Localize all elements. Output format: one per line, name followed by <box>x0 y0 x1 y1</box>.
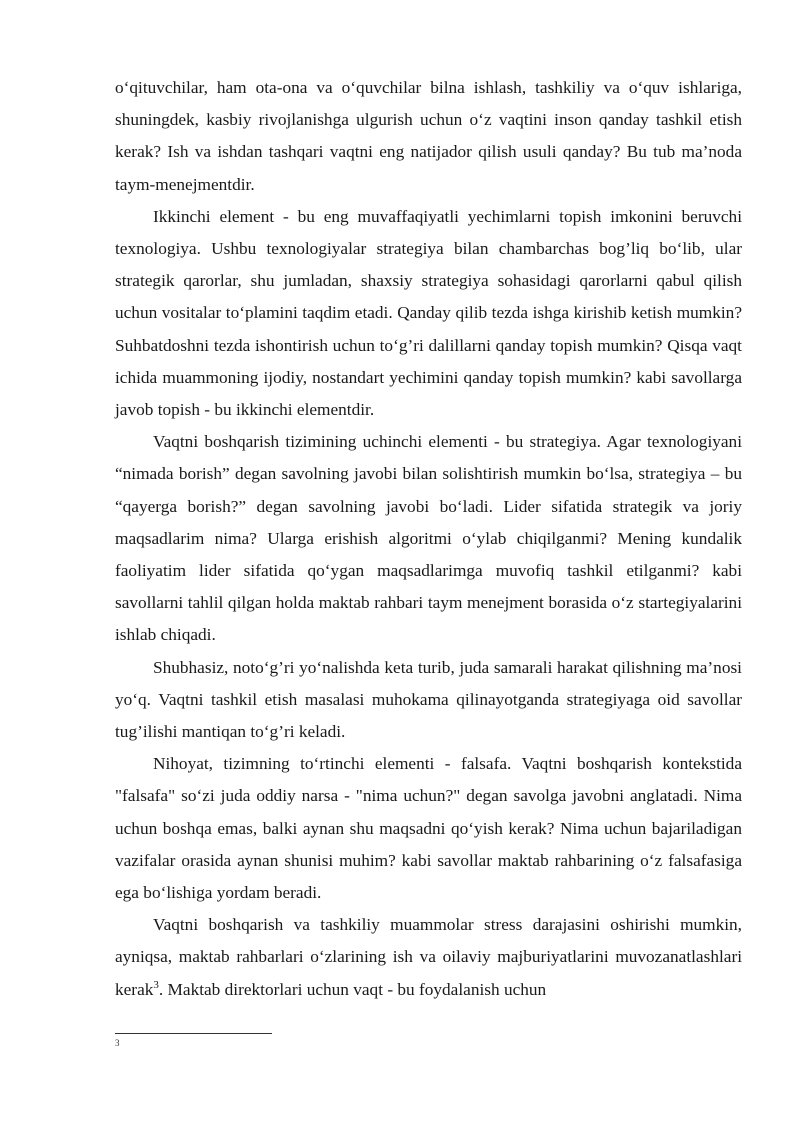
footnote-separator <box>115 1033 272 1034</box>
footnote-reference[interactable]: 3 <box>153 978 159 991</box>
paragraph-1: o‘qituvchilar, ham ota-ona va o‘quvchilar bilna ishlash, tashkiliy va o‘quv ishlariga, shuningdek, kasbiy rivojlanishga ulgurish uchun o‘z vaqtini inson qanday tashkil etish kerak? Ish va ishdan tashqari vaqtni eng natijador qilish usuli qanday? Bu tub ma’noda taym-menejmentdir. <box>115 78 742 194</box>
paragraph-6 <box>115 909 742 1006</box>
paragraph-4: Shubhasiz, noto‘g’ri yo‘nalishda keta turib, juda samarali harakat qilishning ma’nosi yo‘q. Vaqtni tashkil etish masalasi muhokama qilinayotganda strategiyaga oid savollar tug’ilishi mantiqan to‘g’ri keladi. <box>115 657 742 742</box>
paragraph-6-text-after: . Maktab direktorlari uchun vaqt - bu foydalanish uchun <box>158 979 547 999</box>
paragraph-2: Ikkinchi element - bu eng muvaffaqiyatli yechimlarni topish imkonini beruvchi texnologiya. Ushbu texnologiyalar strategiya bilan chambarchas bog’liq bo‘lib, ular strategik qarorlar, shu jumladan, shaxsiy strategiya sohasidagi qarorlarni qabul qilish uchun vositalar to‘plamini taqdim etadi. Qanday qilib tezda ishga kirishib ketish mumkin? Suhbatdoshni tezda ishontirish uchun to‘g’ri dalillarni qanday topish mumkin? Qisqa vaqt ichida muammoning ijodiy, nostandart yechimini qanday topish mumkin? kabi savollarga javob topish - bu ikkinchi elementdir. <box>115 206 742 420</box>
document-body <box>115 72 742 1006</box>
footnote-mark: 3 <box>115 1038 120 1048</box>
paragraph-5: Nihoyat, tizimning to‘rtinchi elementi - falsafa. Vaqtni boshqarish kontekstida "falsafa" so‘zi juda oddiy narsa - "nima uchun?" degan savolga javobni anglatadi. Nima uchun boshqa emas, balki aynan shu maqsadni qo‘yish kerak? Nima uchun bajariladigan vazifalar orasida aynan shunisi muhim? kabi savollar maktab rahbarining o‘z falsafasiga ega bo‘lishiga yordam beradi. <box>115 754 742 903</box>
paragraph-6-text: Vaqtni boshqarish va tashkiliy muammolar stress darajasini oshirishi mumkin, ayniqsa, maktab rahbarlari o‘zlarining ish va oilaviy majburiyatlarini muvozanatlashlari kerak <box>115 915 742 999</box>
paragraph-3: Vaqtni boshqarish tizimining uchinchi elementi - bu strategiya. Agar texnologiyani “nimada borish” degan savolning javobi bilan solishtirish mumkin bo‘lsa, strategiya – bu “qayerga borish?” degan savolning javobi bo‘ladi. Lider sifatida strategik va joriy maqsadlarim nima? Ularga erishish algoritmi o‘ylab chiqilganmi? Mening kundalik faoliyatim lider sifatida qo‘ygan maqsadlarimga muvofiq tashkil etilganmi? kabi savollarni tahlil qilgan holda maktab rahbari taym menejment borasida o‘z startegiyalarini ishlab chiqadi. <box>115 432 742 645</box>
